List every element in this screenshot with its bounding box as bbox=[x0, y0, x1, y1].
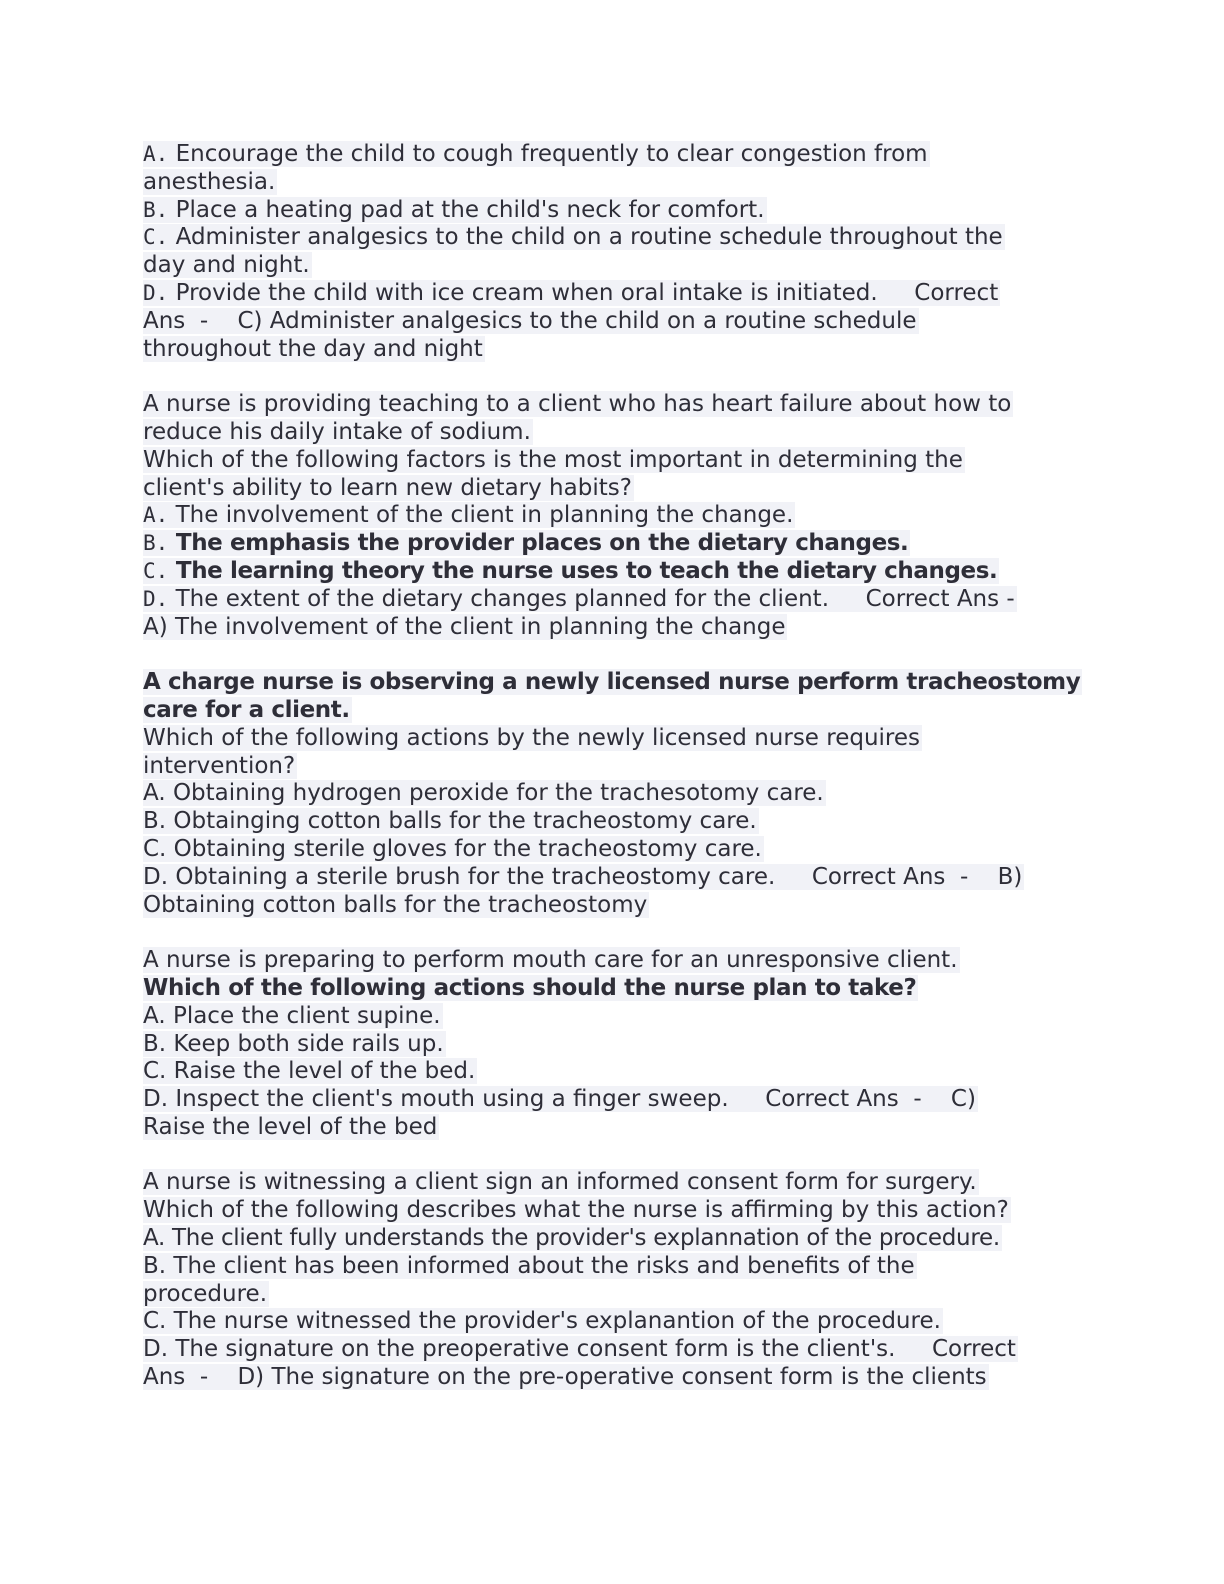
question-prompt: Which of the following describes what the nurse is affirming by this action? bbox=[143, 1197, 1009, 1224]
question-stem-continued: care for a client. bbox=[143, 696, 350, 723]
question-prompt: Which of the following factors is the most important in determining the bbox=[143, 446, 963, 473]
option-c-line: C. Raise the level of the bed. bbox=[143, 1058, 476, 1085]
option-a-line: A. The involvement of the client in planning the change. bbox=[143, 502, 794, 529]
question-stem: A nurse is preparing to perform mouth care for an unresponsive client. bbox=[143, 947, 958, 974]
option-d-line: D. Inspect the client's mouth using a finger sweep. Correct Ans - C) bbox=[143, 1086, 976, 1113]
question-block-2 bbox=[143, 391, 1058, 641]
option-c-line: C. The nurse witnessed the provider's explanantion of the procedure. bbox=[143, 1308, 941, 1335]
answer-line: Obtaining cotton balls for the tracheostomy bbox=[143, 891, 648, 918]
question-prompt: Which of the following actions should the nurse plan to take? bbox=[143, 974, 917, 1001]
option-c-continued: day and night. bbox=[143, 252, 310, 279]
option-c-line: C. The learning theory the nurse uses to teach the dietary changes. bbox=[143, 557, 998, 584]
option-b-line: B. Obtainging cotton balls for the tracheostomy care. bbox=[143, 808, 757, 835]
question-prompt: Which of the following actions by the newly licensed nurse requires bbox=[143, 724, 921, 751]
option-d-line: D. Obtaining a sterile brush for the tracheostomy care. Correct Ans - B) bbox=[143, 863, 1023, 890]
question-stem: A nurse is witnessing a client sign an informed consent form for surgery. bbox=[143, 1169, 977, 1196]
option-d-line: D. Provide the child with ice cream when oral intake is initiated. Correct bbox=[143, 279, 999, 306]
option-b-line: B. Place a heating pad at the child's neck for comfort. bbox=[143, 196, 765, 223]
option-a-line: A. The client fully understands the provider's explannation of the procedure. bbox=[143, 1225, 1000, 1252]
option-a-line: A. Obtaining hydrogen peroxide for the trachesotomy care. bbox=[143, 780, 824, 807]
spacer bbox=[143, 919, 1058, 947]
option-b-line: B. The client has been informed about the risks and benefits of the bbox=[143, 1252, 915, 1279]
question-block-1 bbox=[143, 141, 1058, 363]
question-stem: A charge nurse is observing a newly licensed nurse perform tracheostomy bbox=[143, 669, 1081, 696]
answer-continued: throughout the day and night bbox=[143, 335, 483, 362]
option-a-line: A. Place the client supine. bbox=[143, 1002, 441, 1029]
question-block-4 bbox=[143, 947, 1058, 1142]
question-block-3 bbox=[143, 669, 1081, 919]
spacer bbox=[143, 641, 1058, 669]
question-block-5 bbox=[143, 1169, 1058, 1391]
question-stem-continued: reduce his daily intake of sodium. bbox=[143, 418, 531, 445]
option-d-line: D. The extent of the dietary changes planned for the client. Correct Ans - bbox=[143, 585, 1015, 612]
option-c-line: C. Obtaining sterile gloves for the tracheostomy care. bbox=[143, 835, 762, 862]
answer-line: A) The involvement of the client in planning the change bbox=[143, 613, 786, 640]
option-b-continued: procedure. bbox=[143, 1280, 268, 1307]
option-a-continued: anesthesia. bbox=[143, 168, 276, 195]
option-c-line: C. Administer analgesics to the child on a routine schedule throughout the bbox=[143, 224, 1003, 251]
spacer bbox=[143, 1142, 1058, 1170]
option-b-line: B. Keep both side rails up. bbox=[143, 1030, 444, 1057]
question-prompt-continued: intervention? bbox=[143, 752, 296, 779]
option-b-line: B. The emphasis the provider places on the dietary changes. bbox=[143, 530, 909, 557]
answer-line: Ans - C) Administer analgesics to the child on a routine schedule bbox=[143, 307, 917, 334]
question-stem: A nurse is providing teaching to a client who has heart failure about how to bbox=[143, 391, 1012, 418]
question-prompt-continued: client's ability to learn new dietary habits? bbox=[143, 474, 632, 501]
option-a-line: A. Encourage the child to cough frequently to clear congestion from bbox=[143, 141, 928, 167]
option-d-line: D. The signature on the preoperative consent form is the client's. Correct bbox=[143, 1336, 1016, 1363]
answer-line: Ans - D) The signature on the pre-operative consent form is the clients bbox=[143, 1364, 987, 1391]
spacer bbox=[143, 363, 1058, 391]
answer-line: Raise the level of the bed bbox=[143, 1113, 438, 1140]
document-page bbox=[143, 141, 1081, 1392]
